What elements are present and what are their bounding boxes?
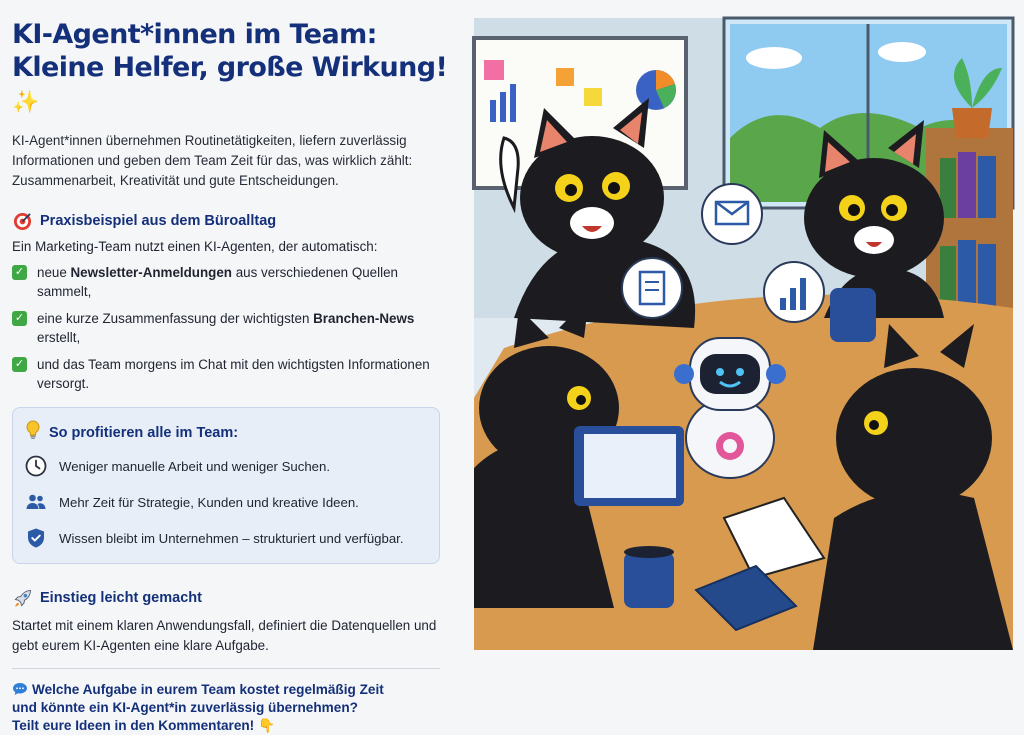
question-text-3: Teilt eure Ideen in den Kommentaren! [12,718,255,733]
item-text-bold: Branchen-News [313,311,415,326]
speech-bubble-icon [12,682,28,696]
question-line-1 [12,681,452,699]
mug [624,546,674,608]
item-text-pre: eine kurze Zusammenfassung der wichtigsten [37,311,314,326]
benefit-text: Wissen bleibt im Unternehmen – strukturiert und verfügbar. [59,530,404,546]
list-item [12,263,452,301]
start-title: Einstieg leicht gemacht [40,590,202,606]
list-item [12,355,452,393]
practice-lead: Ein Marketing-Team nutzt einen KI-Agenten, der automatisch: [12,239,378,254]
item-text-pre: neue [37,265,71,280]
question-text-1: Welche Aufgabe in eurem Team kostet regelmäßig Zeit [32,682,384,697]
pointing-down-icon: 👇 [258,718,275,733]
illustration-svg [474,18,1013,650]
item-text-post: aus verschiedenen Quellen sammelt, [37,265,398,299]
benefit-item [25,455,427,477]
list-item-text [37,263,452,301]
intro-text: KI-Agent*innen übernehmen Routinetätigkeiten, liefern zuverlässig Informationen und geben dem Team Zeit für das, was wirklich zählt: Zusammenarbeit, Kreativität und gute Entscheidungen. [12,133,413,188]
benefits-box [12,407,440,564]
benefit-item [25,527,427,549]
benefit-text: Mehr Zeit für Strategie, Kunden und kreative Ideen. [59,494,359,510]
sparkle-icon: ✨ [12,90,39,115]
practice-title: Praxisbeispiel aus dem Büroalltag [40,213,277,229]
title-line-2-text: Kleine Helfer, große Wirkung! [12,52,448,83]
start-heading [12,588,452,608]
question-line-2: und könnte ein KI-Agent*in zuverlässig übernehmen? [12,700,358,715]
checkmark-icon: ✓ [12,265,27,280]
benefit-item [25,491,427,513]
benefit-text: Weniger manuelle Arbeit und weniger Suchen. [59,458,330,474]
clock-icon [25,455,47,477]
content-column [12,18,452,735]
checkmark-icon: ✓ [12,311,27,326]
title-line-2 [12,51,452,119]
lightbulb-icon [25,420,41,445]
chart-bubble [764,262,824,322]
rocket-icon [12,588,32,608]
list-item-text [37,309,452,347]
question-line-3 [12,717,452,735]
call-to-action [12,681,452,735]
team-illustration [474,18,1013,650]
people-icon [25,491,47,513]
shield-icon [25,527,47,549]
practice-heading [12,211,452,231]
benefits-title: So profitieren alle im Team: [49,424,239,441]
start-text: Startet mit einem klaren Anwendungsfall, definiert die Datenquellen und gebt eurem KI-Agenten eine klare Aufgabe. [12,618,437,653]
document-bubble [622,258,682,318]
practice-list [12,263,452,393]
benefits-heading [25,420,427,445]
list-item-text: und das Team morgens im Chat mit den wichtigsten Informationen versorgt. [37,357,430,391]
target-icon [12,211,32,231]
title-line-1: KI-Agent*innen im Team: [12,19,377,50]
list-item [12,309,452,347]
checkmark-icon: ✓ [12,357,27,372]
divider [12,668,440,669]
item-text-bold: Newsletter-Anmeldungen [70,265,232,280]
item-text-post: erstellt, [37,330,81,345]
page-title [12,18,452,119]
mail-bubble [702,184,762,244]
